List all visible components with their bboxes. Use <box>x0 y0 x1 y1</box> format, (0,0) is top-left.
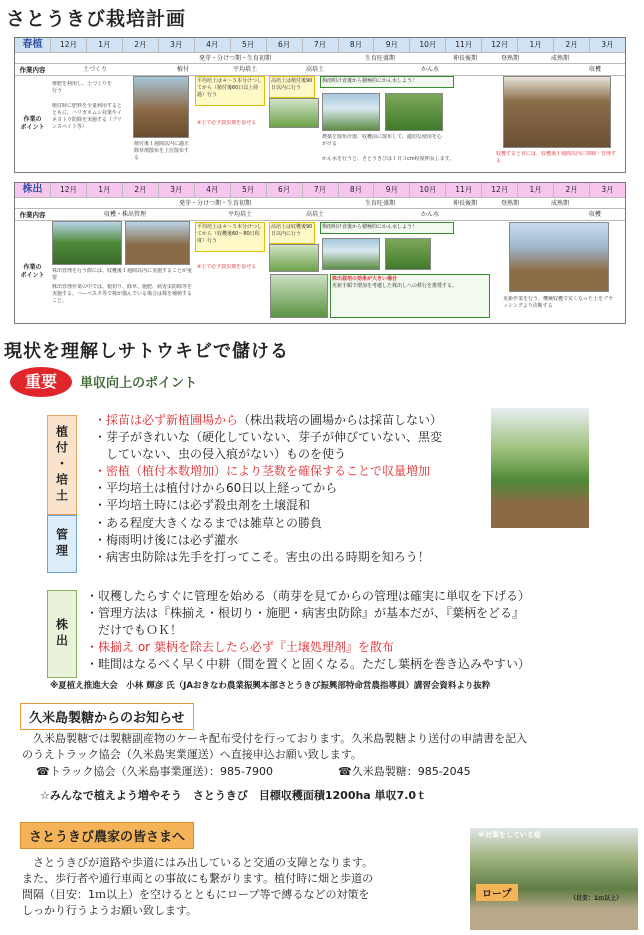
month: 6月 <box>266 38 302 52</box>
month: 4月 <box>194 38 230 52</box>
page-title: さとうきび栽培計画 <box>6 8 187 30</box>
point-line: ・平均培土時には必ず殺虫剤を土壌混和 <box>94 498 311 512</box>
source-note: ※夏植え推進大会 小林 輝彦 氏（JAおきなわ農業振興本部さとうきび振興部特命営農指導員）講習会資料より抜粋 <box>50 681 491 691</box>
cane-closeup-photo <box>385 93 443 131</box>
haru-note: ※主で必ず殺虫剤を混ぜる <box>197 120 257 126</box>
haru-note: 堆肥を利用し、土づくりを行う <box>52 81 113 94</box>
work-item: 土づくり <box>82 66 107 73</box>
point-line: ・梅雨明け後には必ず灌水 <box>94 533 239 547</box>
haru-note: 平均培土は４～５本分けつしてから（植付後60日以上経過）行う <box>195 76 265 106</box>
kabu-note: 株出管理作業の中では、根切り、除草、施肥、病害虫防除等を実施する。ハーベスタ等で株が傷んでいる場合は株を補植すること。 <box>52 284 192 304</box>
month: 9月 <box>373 183 409 197</box>
farmers-title: さとうきび農家の皆さまへ <box>20 822 194 849</box>
kabu-note-box <box>330 274 490 318</box>
haru-month-header <box>15 38 625 52</box>
month: 6月 <box>266 183 302 197</box>
haru-work-row <box>15 63 625 75</box>
stage: 成熟期 <box>550 200 569 207</box>
farmers-line: さとうきびが道路や歩道にはみ出していると交通の支障となります。 <box>22 856 374 869</box>
month: 2月 <box>122 183 158 197</box>
field-photo <box>270 274 328 318</box>
point-line: だけでもＯＫ！ <box>86 623 183 637</box>
harvested-field-photo <box>503 76 611 148</box>
kabu-work-row <box>15 208 625 220</box>
stage: 生育旺盛期 <box>364 55 395 62</box>
point-line: ・ある程度大きくなるまでは雑草との勝負 <box>94 516 323 530</box>
ratoon-points <box>86 588 530 673</box>
work-item: 高培土 <box>305 66 324 73</box>
month: 1月 <box>517 38 553 52</box>
notice-body-2: のうえトラック協会（久米島実業運送）へ直接申込お願い致します。 <box>22 748 362 761</box>
work-item: 収穫 <box>588 211 601 218</box>
kabu-month-header <box>15 183 625 197</box>
kabu-stage-row <box>15 197 625 208</box>
important-badge: 重要 <box>10 367 72 397</box>
tractor-photo <box>52 221 122 265</box>
month: 12月 <box>50 38 86 52</box>
category-management: 管理 <box>47 515 77 573</box>
work-item: 収穫・株出管理 <box>103 211 146 218</box>
irrigation-photo <box>322 93 380 131</box>
point-label: 作業の ポイント <box>20 264 45 279</box>
section-title: 現状を理解しサトウキビで儲ける <box>4 341 289 362</box>
kabu-note: ※主で必ず殺虫剤を混ぜる <box>197 264 257 270</box>
cane-photo <box>269 98 319 128</box>
stage: 生育旺盛期 <box>364 200 395 207</box>
stage: 発芽・分けつ期・生育初期 <box>178 200 251 207</box>
month: 4月 <box>194 183 230 197</box>
work-item: 植付 <box>176 66 189 73</box>
category-planting: 植付・培土 <box>47 415 77 515</box>
month: 9月 <box>373 38 409 52</box>
category-ratoon: 株出 <box>47 590 77 678</box>
farmers-line: また、歩行者や通行車両との事故にも繋がります。植付時に畑と歩道の <box>22 872 374 885</box>
month: 2月 <box>122 38 158 52</box>
month: 12月 <box>481 183 517 197</box>
month: 1月 <box>517 183 553 197</box>
planting-points <box>94 412 442 514</box>
notice-body-1: 久米島製糖では製糖副産物のケーキ配布受付を行っております。久米島製糖より送付の申請書を記入 <box>22 732 528 745</box>
kabu-note: 高培土は収穫後90日以内に行う <box>269 222 315 244</box>
work-item: かん水 <box>420 66 439 73</box>
month: 2月 <box>553 38 589 52</box>
distance-label: （目安：1ｍ以上） <box>570 895 623 902</box>
month: 12月 <box>50 183 86 197</box>
planting-photo <box>133 76 189 138</box>
kabu-note: 更新手順で増加を考慮した株出しへの移行を推奨する。 <box>332 283 458 289</box>
haru-stage-row <box>15 52 625 63</box>
haru-note: 植付時に肥料を全量利用するとともに、ハリガネムシ対策やイネヨトウ防除を実施する（プリンスベイト等） <box>52 103 123 130</box>
month: 2月 <box>553 183 589 197</box>
month: 11月 <box>445 183 481 197</box>
cane-closeup-photo <box>385 238 431 270</box>
stage: 登熟期 <box>500 200 519 207</box>
kabu-note: 平均培土は４～５本分けつしてから（収穫後60～80日程度）行う <box>195 222 265 252</box>
month: 7月 <box>302 38 338 52</box>
month: 3月 <box>158 38 194 52</box>
point-line: ・平均培土は植付けから60日以上経ってから <box>94 481 338 495</box>
point-line: ・芽子がきれいな（硬化していない、芽子が伸びていない、黒変 <box>94 430 443 444</box>
month: 10月 <box>409 183 445 197</box>
notice-goal: ☆みんなで植えよう増やそう さとうきび 目標収穫面積1200ha 単収7.0ｔ <box>40 789 428 802</box>
roped-field-photo <box>470 828 638 930</box>
stage: 成熟期 <box>550 55 569 62</box>
point-line: ・収穫したらすぐに管理を始める（萌芽を見てからの管理は確実に単収を下げる） <box>86 589 531 603</box>
point-line: ・密植（植付本数増加）により茎数を確保することで収量増加 <box>94 464 431 478</box>
point-line: ・株揃え or 葉柄を除去したら必ず『土壌処理剤』を散布 <box>86 640 394 654</box>
work-item: 高培土 <box>305 211 324 218</box>
work-item: 平均培土 <box>227 211 252 218</box>
kabu-note: 株出管理を行う際には、収穫後１週間以内に実施することが重要 <box>52 268 192 281</box>
month: 1月 <box>86 38 122 52</box>
month: 3月 <box>589 183 625 197</box>
machine-photo <box>125 221 190 265</box>
stage: 発芽・分けつ期・生育初期 <box>198 55 271 62</box>
month: 3月 <box>158 183 194 197</box>
farmers-line: 間隔（目安：1ｍ以上）を空けるとともにロープ等で縛るなどの対策を <box>22 888 370 901</box>
month: 3月 <box>589 38 625 52</box>
haru-note: 収穫すると直には、収穫後１週間以内に抑制・管理する <box>496 151 617 164</box>
irrigation-photo <box>322 238 380 270</box>
stage: 伸長後期 <box>452 200 477 207</box>
point-label: 作業の ポイント <box>20 116 45 131</box>
month: 5月 <box>230 38 266 52</box>
month: 1月 <box>86 183 122 197</box>
month: 11月 <box>445 38 481 52</box>
stage: 登熟期 <box>500 55 519 62</box>
point-line: ・管理方法は『株揃え・根切り・施肥・病害虫防除』が基本だが、『葉柄をどる』 <box>86 606 525 620</box>
notice-tel-1: ☎トラック協会（久米島事業運送）：985-7900 <box>36 765 273 778</box>
point-line: ・畦間はなるべく早く中耕（間を置くと固くなる。ただし葉柄を巻き込みやすい） <box>86 657 531 671</box>
kabu-note-heading: 株出栽培の効果が大きい場合 <box>332 276 398 282</box>
point-line: ・採苗は必ず新植圃場から（株出栽培の圃場からは採苗しない） <box>94 413 443 427</box>
notice-tel-2: ☎久米島製糖：985-2045 <box>338 765 471 778</box>
point-line: していない、虫の侵入痕がない）ものを使う <box>94 447 347 461</box>
sugarcane-photo <box>491 408 589 528</box>
work-item: 収穫 <box>588 66 601 73</box>
haru-note: 植付後１週間以内に適正除草剤散布を上位散布する <box>134 141 190 161</box>
photo-caption: ※対策をしている畑 <box>478 831 541 839</box>
work-item: かん水 <box>420 211 439 218</box>
stage: 伸長後期 <box>452 55 477 62</box>
farmers-line: しっかり行うようお願い致します。 <box>22 904 198 917</box>
haru-note: 梅雨明け直後から積極的にかん水しよう！ <box>320 76 454 88</box>
notice-title: 久米島製糖からのお知らせ <box>20 703 194 730</box>
kabu-label: 株出 <box>22 184 43 195</box>
point-line: ・病害虫防除は先手を打ってこそ。害虫の出る時期を知ろう！ <box>94 550 430 564</box>
kabu-note: 更新作業を行う。機械収穫で荒くなった土をブラッシングより決断する <box>503 296 614 309</box>
work-item: 平均培土 <box>232 66 257 73</box>
section-subtitle: 単収向上のポイント <box>80 376 198 391</box>
month: 5月 <box>230 183 266 197</box>
haru-note: 高培土は植付後90日以内に行う <box>269 76 315 98</box>
rope-label: ロープ <box>476 884 518 901</box>
kabu-note: 梅雨明け直後から積極的にかん水しよう！ <box>320 222 454 234</box>
management-points <box>94 515 430 566</box>
month: 7月 <box>302 183 338 197</box>
cane-photo <box>269 244 319 272</box>
haru-label: 春植 <box>22 39 43 50</box>
month: 12月 <box>481 38 517 52</box>
haru-note: かん水を行うと、さとうきびは１日３cm程度伸長します。 <box>322 156 455 162</box>
haru-note: 農薬を散布計器、収穫前に散布して、適切な使用を心がける <box>322 134 442 147</box>
month: 10月 <box>409 38 445 52</box>
month: 8月 <box>338 38 374 52</box>
work-label: 作業内容 <box>19 66 46 74</box>
farmers-text <box>22 855 373 919</box>
month: 8月 <box>338 183 374 197</box>
work-label: 作業内容 <box>19 211 46 219</box>
red-tractor-photo <box>509 222 609 292</box>
